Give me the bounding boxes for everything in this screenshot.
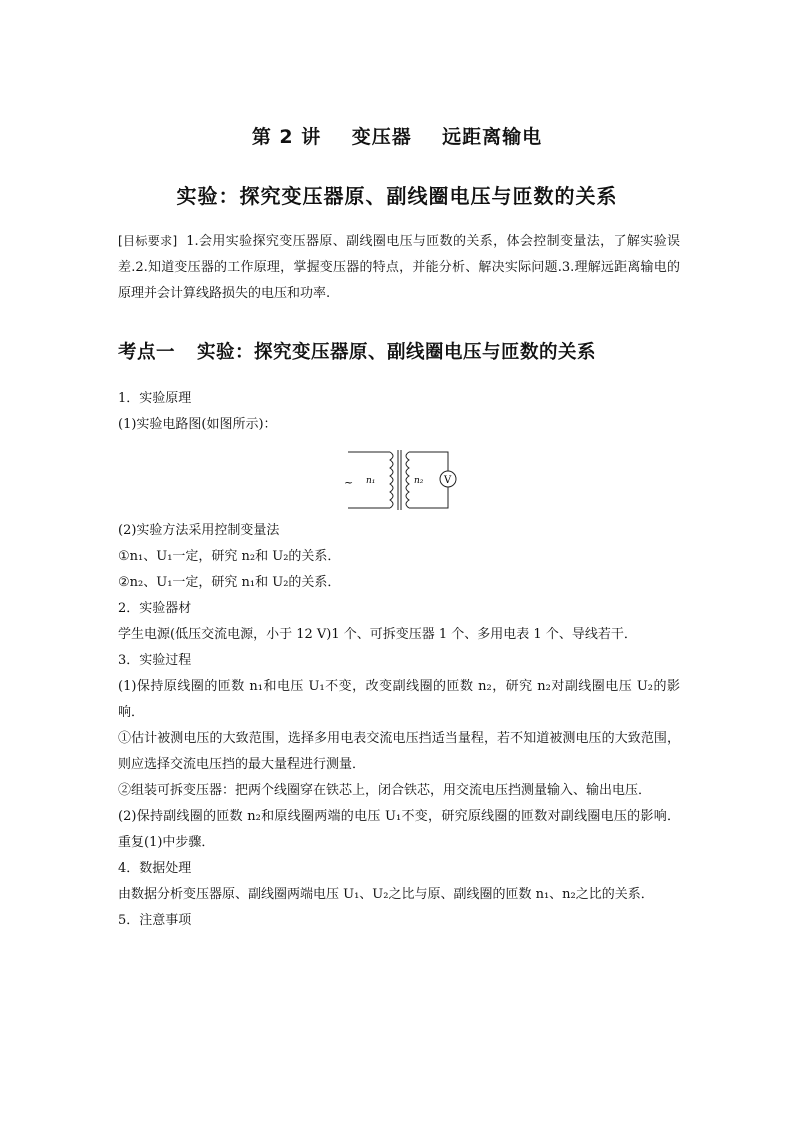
- method-case-2: ②n₂、U₁一定，研究 n₁和 U₂的关系．: [118, 575, 341, 590]
- section-title: 实验：探究变压器原、副线圈电压与匝数的关系: [197, 342, 597, 363]
- method-case-1: ①n₁、U₁一定，研究 n₂和 U₂的关系．: [118, 549, 341, 564]
- experiment-title: 实验：探究变压器原、副线圈电压与匝数的关系: [176, 184, 618, 208]
- method-line: (2)实验方法采用控制变量法: [118, 523, 280, 538]
- ac-source-symbol: ~: [344, 476, 354, 489]
- heading-data: 4．数据处理: [118, 861, 192, 876]
- section-label: 考点一: [118, 342, 176, 363]
- heading-equipment: 2．实验器材: [118, 601, 192, 616]
- lecture-title: 第 2 讲 变压器 远距离输电: [251, 126, 543, 148]
- process-note-1: ①估计被测电压的大致范围，选择多用电表交流电压挡适当量程，若不知道被测电压的大致范围，则应选择交流电压挡的最大量程进行测量．: [118, 731, 680, 772]
- process-step-2: (2)保持副线圈的匝数 n₂和原线圈两端的电压 U₁不变，研究原线圈的匝数对副线圈电压的影响．重复(1)中步骤．: [118, 809, 680, 850]
- transformer-circuit-diagram: [340, 446, 460, 512]
- goals-paragraph: [118, 228, 680, 307]
- voltmeter-label: V: [444, 475, 452, 486]
- goals-tag: [目标要求]: [118, 234, 178, 248]
- secondary-coil-label: n₂: [414, 476, 424, 486]
- goals-text: 1.会用实验探究变压器原、副线圈电压与匝数的关系，体会控制变量法，了解实验误差.2.知道变压器的工作原理，掌握变压器的特点，并能分析、解决实际问题.3.理解远距离输电的原理并会计算线路损失的电压和功率.: [118, 234, 680, 301]
- heading-notes: 5．注意事项: [118, 913, 192, 928]
- data-analysis: 由数据分析变压器原、副线圈两端电压 U₁、U₂之比与原、副线圈的匝数 n₁、n₂之比的关系．: [118, 887, 654, 902]
- principle-block: [118, 386, 680, 438]
- experiment-content: [118, 518, 680, 934]
- section-heading: [118, 338, 596, 364]
- process-note-2: ②组装可拆变压器：把两个线圈穿在铁芯上，闭合铁芯，用交流电压挡测量输入、输出电压．: [118, 783, 652, 798]
- heading-process: 3．实验过程: [118, 653, 192, 668]
- process-step-1: (1)保持原线圈的匝数 n₁和电压 U₁不变，改变副线圈的匝数 n₂，研究 n₂对副线圈电压 U₂的影响．: [118, 679, 680, 720]
- equipment-list: 学生电源(低压交流电源，小于 12 V)1 个、可拆变压器 1 个、多用电表 1 个、导线若干．: [118, 627, 637, 642]
- primary-coil-label: n₁: [366, 476, 376, 486]
- heading-principle: 1．实验原理: [118, 391, 192, 406]
- circuit-intro: (1)实验电路图(如图所示)：: [118, 417, 277, 432]
